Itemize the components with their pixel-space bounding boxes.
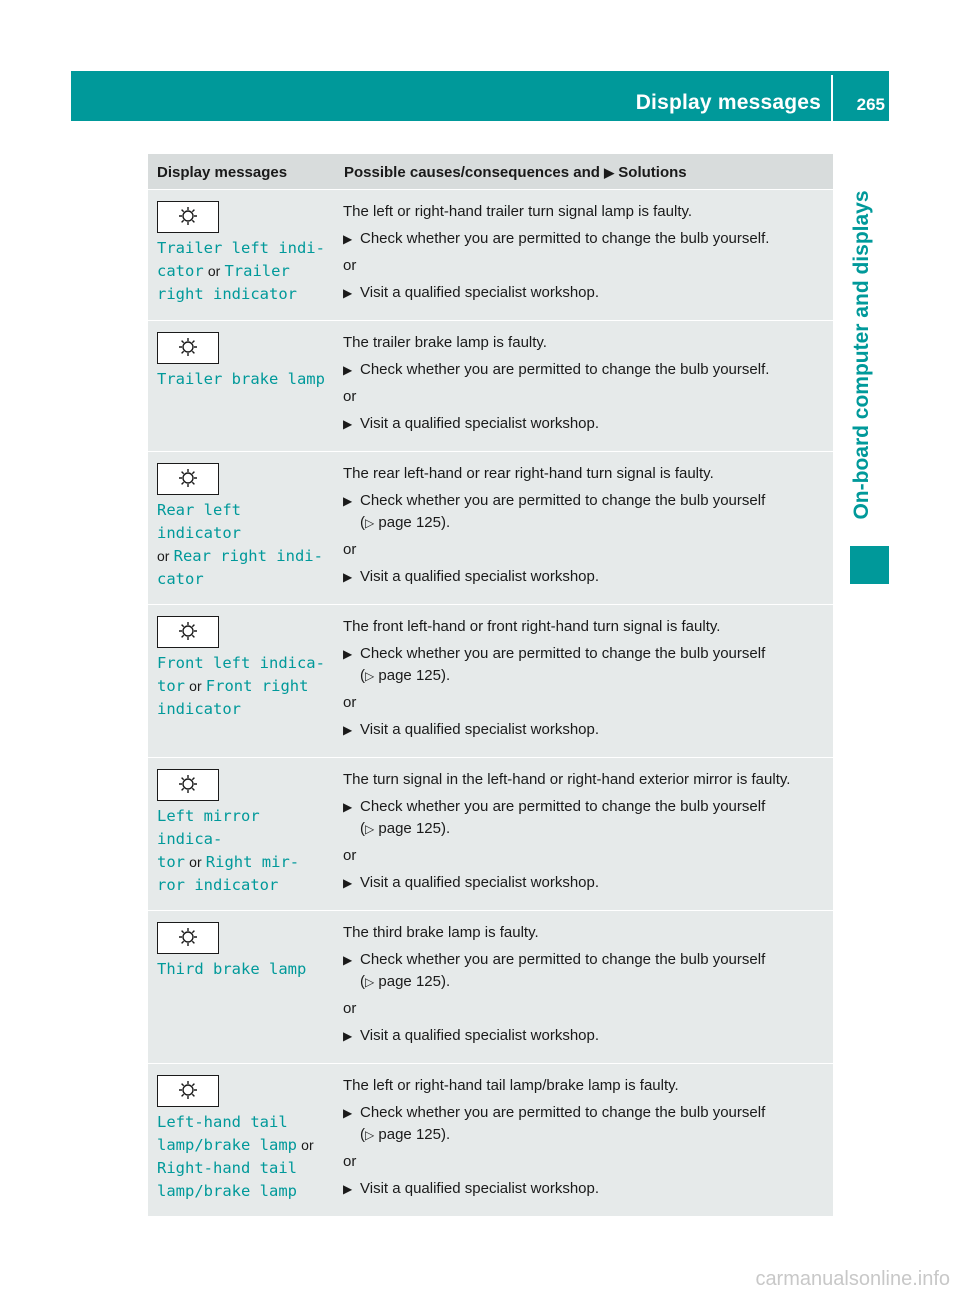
message-cell (148, 758, 335, 911)
message-text: Right-hand tail (157, 1159, 297, 1177)
side-section-label: On-board computer and displays (850, 190, 873, 520)
message-text: Front right (205, 677, 309, 695)
arrow-right-icon: ▶ (343, 232, 353, 246)
solution-cell (335, 1064, 833, 1217)
or-word: or (189, 854, 202, 870)
message-cell (148, 452, 335, 605)
table-row (148, 911, 833, 1064)
message-cell (148, 911, 335, 1064)
column-header-messages: Display messages (148, 154, 335, 190)
message-text: tor (157, 677, 185, 695)
message-text: cator (157, 570, 204, 588)
bulb-fault-icon (157, 1075, 219, 1107)
arrow-right-icon: ▶ (343, 800, 353, 814)
message-cell (148, 321, 335, 452)
cause-text: The third brake lamp is faulty. (343, 924, 539, 941)
message-text: Trailer (224, 262, 290, 280)
table-row (148, 605, 833, 758)
message-text: indicator (157, 700, 241, 718)
message-text: tor (157, 853, 185, 871)
page-reference[interactable]: page 125). (378, 1126, 451, 1143)
column-header-solutions-suffix: Solutions (618, 164, 687, 181)
solution-cell (335, 911, 833, 1064)
message-cell (148, 190, 335, 321)
cause-text: The left or right-hand tail lamp/brake lamp is faulty. (343, 1077, 679, 1094)
header-bar (71, 71, 889, 121)
table-row (148, 1064, 833, 1217)
message-cell (148, 1064, 335, 1217)
side-tab-marker (850, 546, 889, 584)
message-cell (148, 605, 335, 758)
message-text: Left mirror indica- (157, 807, 260, 848)
bulb-fault-icon (157, 922, 219, 954)
solution-step: ▶ Check whether you are permitted to change the bulb yourself. (343, 228, 824, 250)
message-text: Rear right indi- (173, 547, 323, 565)
cause-text: The trailer brake lamp is faulty. (343, 334, 547, 351)
arrow-right-icon: ▶ (343, 723, 353, 737)
column-header-solutions-prefix: Possible causes/consequences and (344, 164, 600, 181)
solution-step: ▶ Visit a qualified specialist workshop. (343, 282, 824, 304)
solution-step: ▶ Check whether you are permitted to change the bulb yourself. (343, 359, 824, 381)
or-text: or (343, 847, 357, 864)
message-text: Left-hand tail (157, 1113, 288, 1131)
solution-cell (335, 605, 833, 758)
arrow-right-icon: ▶ (343, 647, 353, 661)
table-row (148, 321, 833, 452)
cause-text: The left or right-hand trailer turn signal lamp is faulty. (343, 203, 693, 220)
message-text: ror indicator (157, 876, 279, 894)
message-text: Third brake lamp (157, 960, 307, 978)
page-reference[interactable]: page 125). (378, 667, 451, 684)
side-section-tab (842, 175, 882, 535)
cause-text: The rear left-hand or rear right-hand turn signal is faulty. (343, 465, 714, 482)
message-text: Trailer brake lamp (157, 370, 325, 388)
arrow-right-icon: ▶ (343, 417, 353, 431)
message-text: lamp/brake lamp (157, 1136, 297, 1154)
page-ref-icon: ▷ (365, 1128, 375, 1142)
page-reference[interactable]: page 125). (378, 820, 451, 837)
arrow-right-icon: ▶ (343, 494, 353, 508)
arrow-right-icon: ▶ (343, 876, 353, 890)
arrow-right-icon: ▶ (343, 286, 353, 300)
or-text: or (343, 1153, 357, 1170)
bulb-fault-icon (157, 463, 219, 495)
message-text: cator (157, 262, 204, 280)
arrow-right-icon: ▶ (343, 953, 353, 967)
or-word: or (207, 263, 221, 279)
solution-cell (335, 190, 833, 321)
or-text: or (343, 694, 357, 711)
or-text: or (343, 388, 357, 405)
solution-cell (335, 758, 833, 911)
or-text: or (343, 257, 357, 274)
solution-cell (335, 321, 833, 452)
table-row (148, 758, 833, 911)
solution-step: ▶ Visit a qualified specialist workshop. (343, 872, 824, 894)
cause-text: The front left-hand or front right-hand turn signal is faulty. (343, 618, 721, 635)
or-word: or (157, 548, 170, 564)
message-text: Trailer left indi- (157, 239, 325, 257)
bulb-fault-icon (157, 616, 219, 648)
solution-step: ▶ Check whether you are permitted to change the bulb yourself (▷ page 125). (343, 492, 766, 531)
page-reference[interactable]: page 125). (378, 514, 451, 531)
table-header-row (148, 154, 833, 190)
page-ref-icon: ▷ (365, 516, 375, 530)
page-ref-icon: ▷ (365, 822, 375, 836)
or-word: or (301, 1137, 314, 1153)
watermark: carmanualsonline.info (755, 1268, 950, 1290)
header-divider (831, 75, 833, 121)
display-messages-table (148, 154, 833, 1216)
bulb-fault-icon (157, 201, 219, 233)
page-reference[interactable]: page 125). (378, 973, 451, 990)
message-text: right indicator (157, 285, 297, 303)
solution-step: ▶ Visit a qualified specialist workshop. (343, 1178, 824, 1200)
solution-step: ▶ Visit a qualified specialist workshop. (343, 566, 824, 588)
or-word: or (189, 678, 202, 694)
message-text: Rear left indicator (157, 501, 241, 542)
message-text: Front left indica- (157, 654, 325, 672)
bulb-fault-icon (157, 332, 219, 364)
solution-step: ▶ Check whether you are permitted to change the bulb yourself (▷ page 125). (343, 645, 766, 684)
table-row (148, 452, 833, 605)
arrow-right-icon: ▶ (604, 165, 615, 180)
solution-step: ▶ Visit a qualified specialist workshop. (343, 719, 824, 741)
message-text: lamp/brake lamp (157, 1182, 297, 1200)
solution-step: ▶ Check whether you are permitted to change the bulb yourself (▷ page 125). (343, 798, 766, 837)
column-header-solutions (335, 154, 833, 190)
arrow-right-icon: ▶ (343, 1182, 353, 1196)
arrow-right-icon: ▶ (343, 1029, 353, 1043)
arrow-right-icon: ▶ (343, 363, 353, 377)
or-text: or (343, 541, 357, 558)
page-number: 265 (856, 95, 885, 114)
solution-step: ▶ Visit a qualified specialist workshop. (343, 1025, 824, 1047)
page-ref-icon: ▷ (365, 975, 375, 989)
header-title: Display messages (635, 91, 821, 114)
message-text: Right mir- (205, 853, 300, 871)
table-row (148, 190, 833, 321)
solution-step: ▶ Check whether you are permitted to change the bulb yourself (▷ page 125). (343, 1104, 766, 1143)
solution-step: ▶ Check whether you are permitted to change the bulb yourself (▷ page 125). (343, 951, 766, 990)
solution-step: ▶ Visit a qualified specialist workshop. (343, 413, 824, 435)
bulb-fault-icon (157, 769, 219, 801)
cause-text: The turn signal in the left-hand or right-hand exterior mirror is faulty. (343, 771, 791, 788)
page-ref-icon: ▷ (365, 669, 375, 683)
solution-cell (335, 452, 833, 605)
arrow-right-icon: ▶ (343, 570, 353, 584)
or-text: or (343, 1000, 357, 1017)
arrow-right-icon: ▶ (343, 1106, 353, 1120)
